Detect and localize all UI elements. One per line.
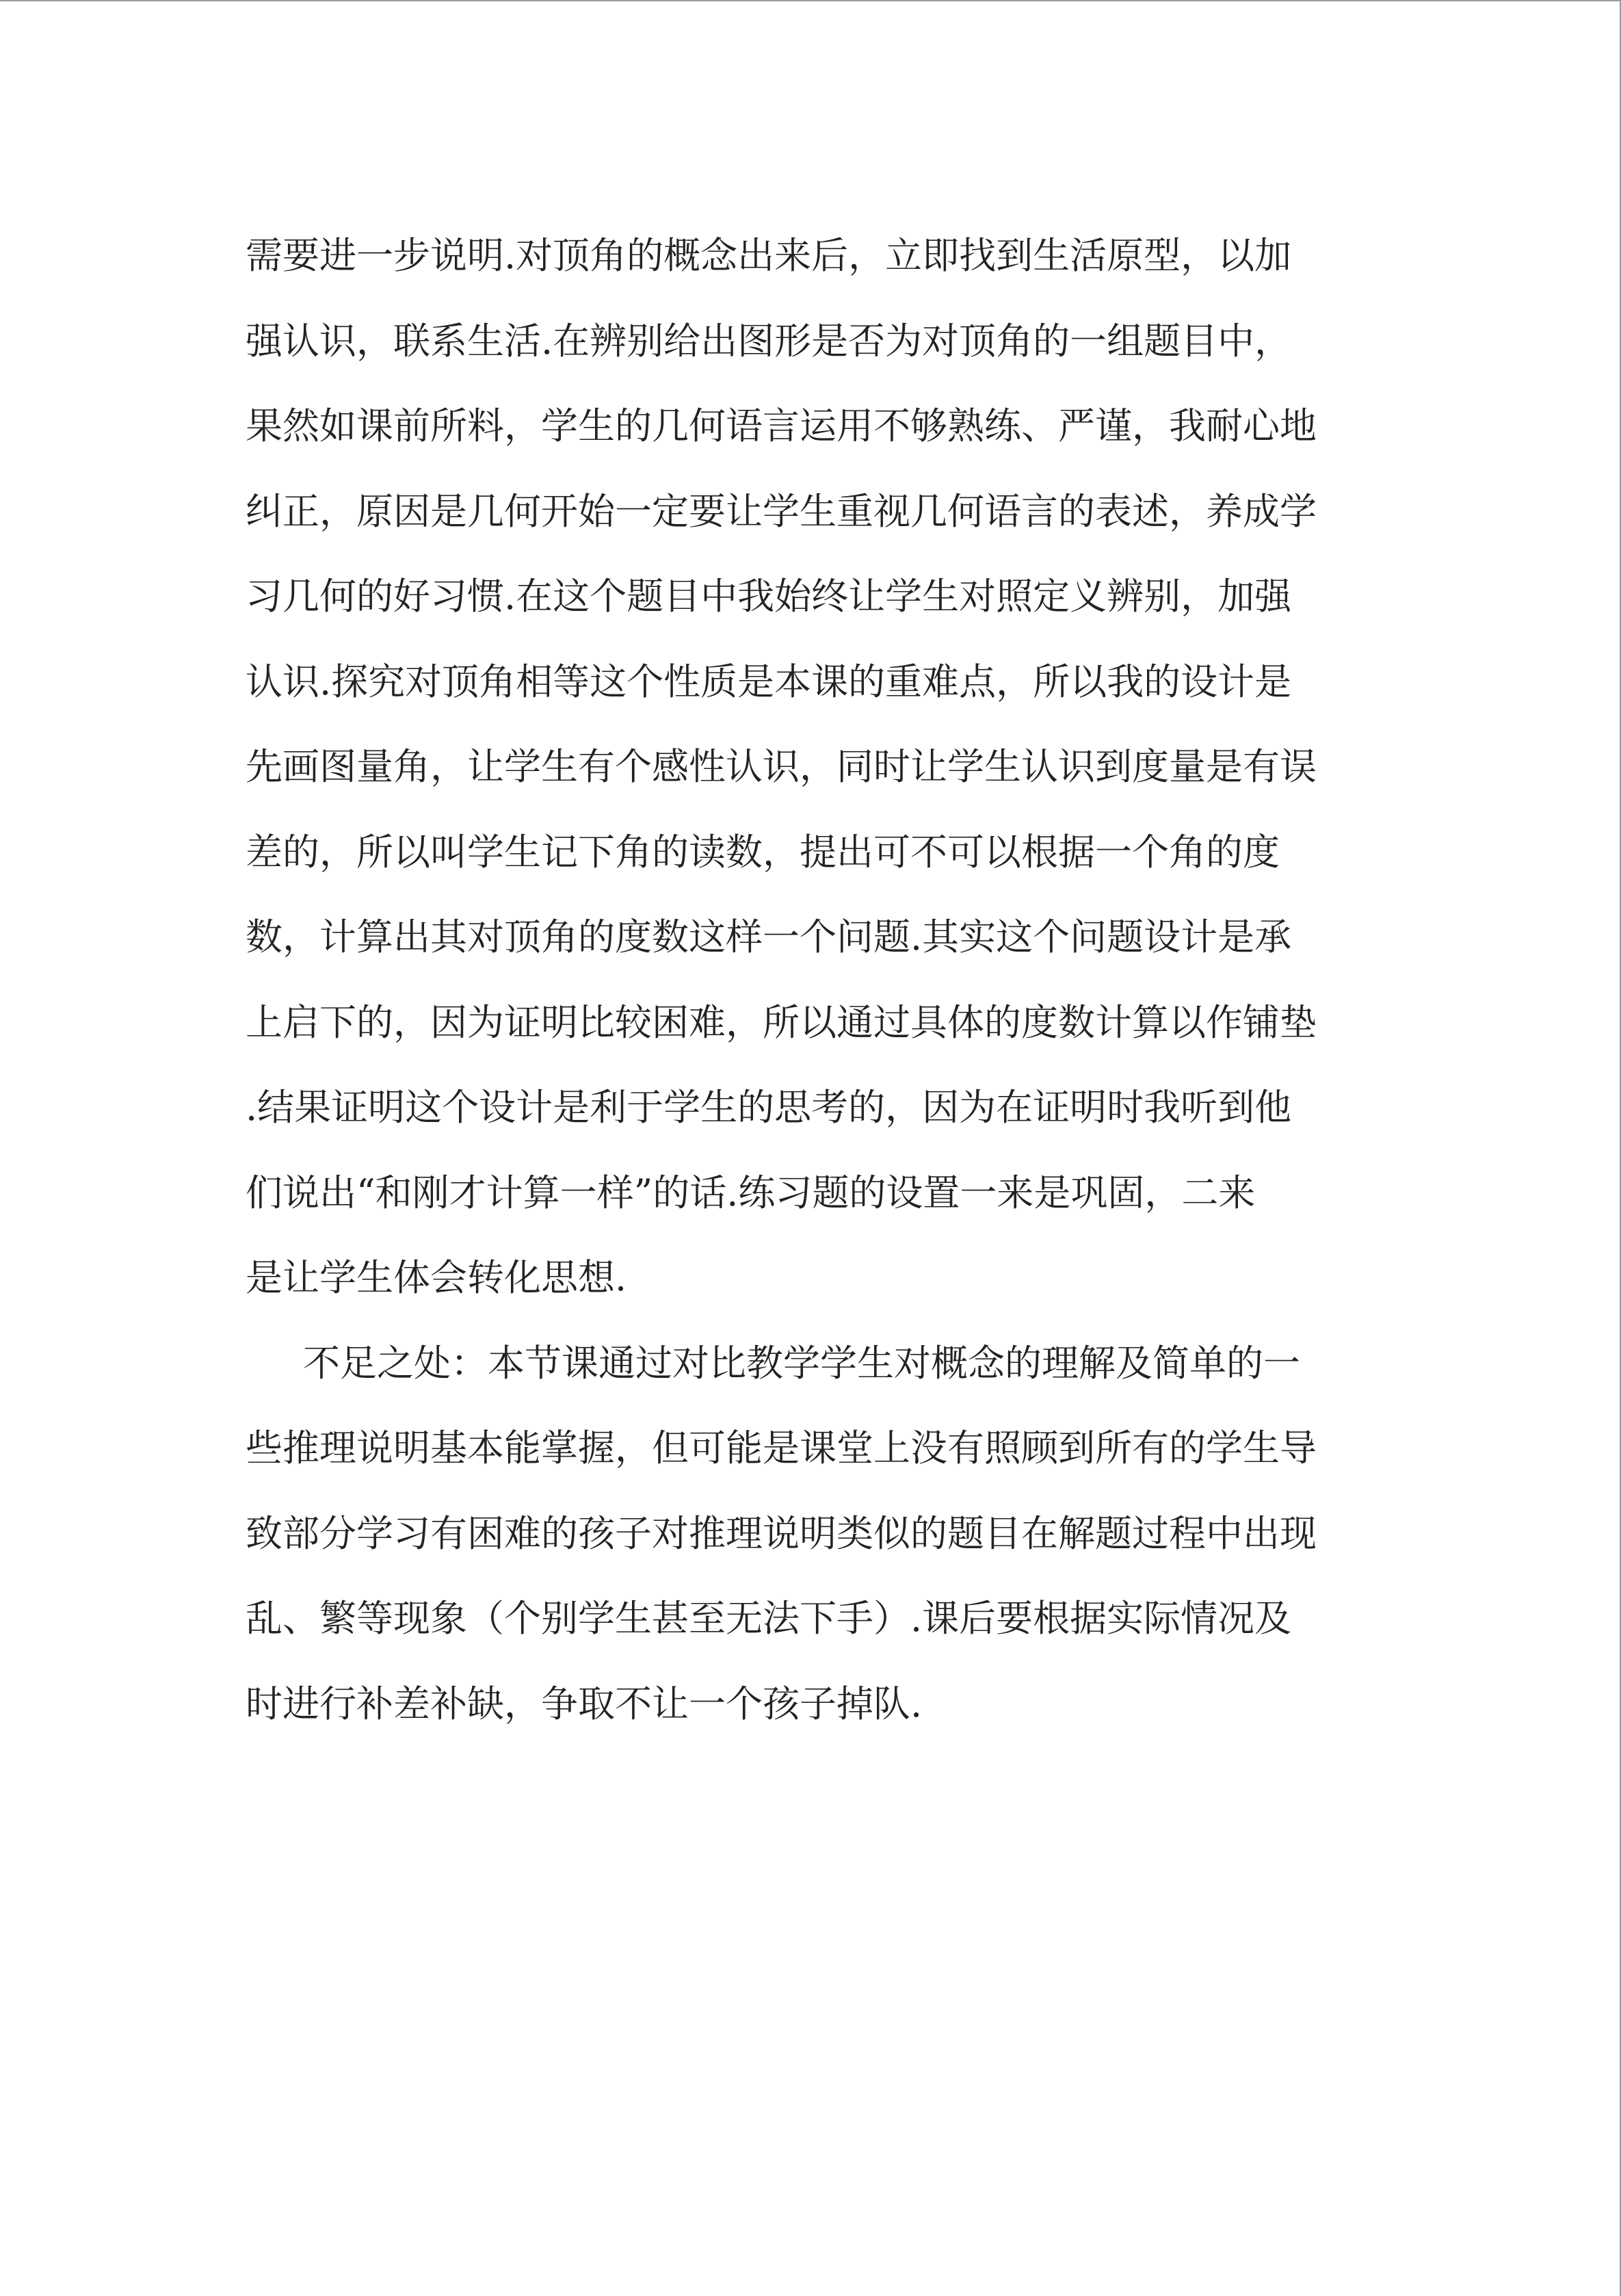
- text-line: 需要进一步说明.对顶角的概念出来后，立即找到生活原型，以加: [246, 234, 1292, 277]
- text-line: 不足之处：本节课通过对比教学学生对概念的理解及简单的一: [303, 1341, 1300, 1385]
- text-line: 强认识，联系生活.在辨别给出图形是否为对顶角的一组题目中，: [246, 319, 1292, 363]
- text-line: 是让学生体会转化思想.: [246, 1256, 627, 1299]
- text-line: 时进行补差补缺，争取不让一个孩子掉队.: [246, 1682, 923, 1725]
- text-line: 致部分学习有困难的孩子对推理说明类似的题目在解题过程中出现: [246, 1511, 1317, 1555]
- text-line: 乱、繁等现象（个别学生甚至无法下手）.课后要根据实际情况及: [246, 1597, 1292, 1640]
- text-line: 上启下的，因为证明比较困难，所以通过具体的度数计算以作铺垫: [246, 1000, 1317, 1044]
- document-body: [246, 213, 1367, 1747]
- text-line: 们说出“和刚才计算一样”的话.练习题的设置一来是巩固，二来: [246, 1171, 1256, 1214]
- text-line: 数，计算出其对顶角的度数这样一个问题.其实这个问题设计是承: [246, 915, 1292, 958]
- text-line: 差的，所以叫学生记下角的读数，提出可不可以根据一个角的度: [246, 830, 1280, 874]
- text-line: 果然如课前所料，学生的几何语言运用不够熟练、严谨，我耐心地: [246, 404, 1317, 447]
- text-line: 先画图量角，让学生有个感性认识，同时让学生认识到度量是有误: [246, 745, 1317, 788]
- text-line: 纠正，原因是几何开始一定要让学生重视几何语言的表述，养成学: [246, 489, 1317, 533]
- text-line: .结果证明这个设计是利于学生的思考的，因为在证明时我听到他: [246, 1086, 1292, 1129]
- text-line: 些推理说明基本能掌握，但可能是课堂上没有照顾到所有的学生导: [246, 1426, 1317, 1470]
- text-line: 认识.探究对顶角相等这个性质是本课的重难点，所以我的设计是: [246, 660, 1292, 703]
- text-line: 习几何的好习惯.在这个题目中我始终让学生对照定义辨别，加强: [246, 575, 1292, 618]
- paragraph-shortcomings: [246, 1321, 1367, 1747]
- paragraph-reflection: [246, 213, 1367, 1321]
